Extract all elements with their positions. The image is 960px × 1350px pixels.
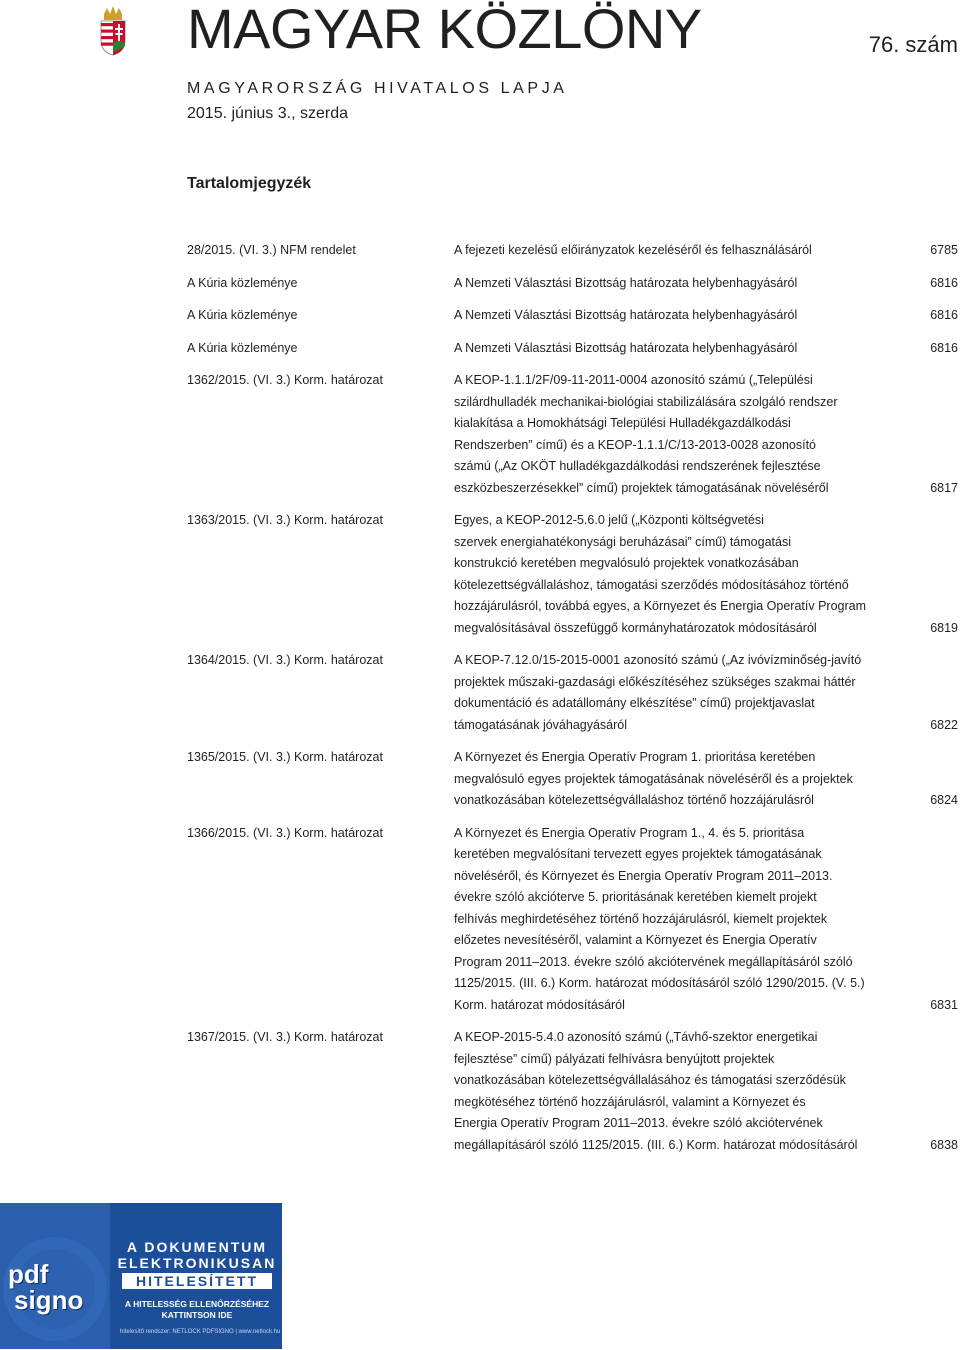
toc-entry-title-line: számú („Az OKÖT hulladékgazdálkodási rendszerének fejlesztése: [454, 459, 821, 473]
toc-entry-title-line: megvalósításával összefüggő kormányhatározatok módosításáról: [454, 620, 817, 635]
toc-entry-title-line: vonatkozásában kötelezettségvállaláshoz történő hozzájárulásról: [454, 793, 814, 807]
toc-entry-title-line: A Nemzeti Választási Bizottság határozata helybenhagyásáról: [454, 275, 798, 290]
toc-entry-title-line: Program 2011–2013. évekre szóló akciótervének megállapításáról szóló: [454, 954, 853, 969]
publication-date: 2015. június 3., szerda: [187, 105, 348, 122]
signature-badge[interactable]: [0, 1203, 282, 1349]
table-of-contents: [187, 240, 960, 1167]
issue-number: 76. szám: [868, 32, 958, 57]
toc-entry-title-line: dokumentáció és adatállomány elkészítése” című) projektjavaslat: [454, 696, 815, 710]
toc-entry-title-line: eszközbeszerzésekkel” című) projektek támogatásának növeléséről: [454, 480, 829, 495]
badge-line1: A DOKUMENTUM: [126, 1239, 268, 1255]
toc-entry-title-line: szervek energiahatékonysági beruházásai” című) támogatási: [454, 534, 791, 549]
toc-entry-title-line: projektek műszaki-gazdasági előkészítéséhez szükséges szakmai háttér: [454, 674, 856, 689]
toc-entry-title: [454, 747, 874, 812]
toc-entry-identifier: 28/2015. (VI. 3.) NFM rendelet: [187, 243, 356, 257]
toc-heading: Tartalomjegyzék: [187, 175, 312, 192]
toc-entry-title: [454, 338, 874, 360]
toc-entry-page-number: 6822: [930, 717, 958, 732]
toc-entry-title-line: A Környezet és Energia Operatív Program 1. prioritása keretében: [454, 750, 816, 764]
badge-line3: HITELESÍTETT: [122, 1273, 272, 1289]
toc-entry-title: [454, 823, 874, 1017]
toc-entry-title-line: konstrukció keretében megvalósuló projektek vonatkozásában: [454, 556, 799, 570]
toc-entry[interactable]: [187, 240, 960, 262]
toc-entry-title-line: A KEOP-7.12.0/15-2015-0001 azonosító számú („Az ivóvízminőség-javító: [454, 653, 862, 667]
toc-entry-page-number: 6816: [930, 275, 958, 290]
toc-entry-title: [454, 273, 874, 295]
toc-entry-page-number: 6785: [930, 243, 958, 257]
toc-entry-identifier: A Kúria közleménye: [187, 340, 298, 355]
toc-entry-title-line: Korm. határozat módosításáról: [454, 997, 625, 1012]
toc-entry-title-line: megvalósuló egyes projektek támogatásának növeléséről és a projektek: [454, 771, 853, 786]
toc-entry-title-line: A Környezet és Energia Operatív Program 1., 4. és 5. prioritása: [454, 825, 805, 840]
toc-entry-title-line: A fejezeti kezelésű előirányzatok kezeléséről és felhasználásáról: [454, 243, 812, 257]
toc-entry-title-line: növeléséről, és Környezet és Energia Operatív Program 2011–2013.: [454, 868, 833, 883]
toc-entry-title: [454, 650, 874, 736]
toc-entry-title-line: megkötéséhez történő hozzájárulásról, valamint a Környezet és: [454, 1094, 806, 1109]
toc-entry-page-number: 6831: [930, 997, 958, 1012]
logo-line2: signo: [14, 1285, 84, 1315]
toc-entry[interactable]: [187, 823, 960, 1017]
badge-text: [114, 1239, 280, 1321]
toc-entry-identifier: 1362/2015. (VI. 3.) Korm. határozat: [187, 373, 383, 387]
toc-entry-title-line: A Nemzeti Választási Bizottság határozata helybenhagyásáról: [454, 340, 798, 355]
toc-entry-page-number: 6816: [930, 340, 958, 355]
toc-entry-title-line: A KEOP-1.1.1/2F/09-11-2011-0004 azonosító számú („Települési: [454, 373, 813, 387]
toc-entry-title-line: Rendszerben” című) és a KEOP-1.1.1/C/13-2013-0028 azonosító: [454, 437, 817, 452]
logo-line1: pdf: [8, 1259, 49, 1289]
toc-entry-identifier: A Kúria közleménye: [187, 308, 298, 322]
toc-entry-title-line: előzetes nevesítéséről, valamint a Környezet és Energia Operatív: [454, 933, 817, 947]
toc-entry-page-number: 6816: [930, 308, 958, 322]
toc-entry-title-line: A Nemzeti Választási Bizottság határozata helybenhagyásáról: [454, 308, 798, 322]
toc-entry-title-line: Energia Operatív Program 2011–2013. évekre szóló akciótervének: [454, 1116, 823, 1130]
toc-entry-title-line: A KEOP-2015-5.4.0 azonosító számú („Távhő-szektor energetikai: [454, 1030, 818, 1044]
toc-entry[interactable]: [187, 338, 960, 360]
toc-entry[interactable]: [187, 273, 960, 295]
badge-logo-panel: [0, 1203, 110, 1349]
toc-entry-title-line: keretében megvalósítani tervezett egyes projektek támogatásának: [454, 847, 822, 861]
toc-entry[interactable]: [187, 1027, 960, 1156]
toc-entry-title-line: megállapításáról szóló 1125/2015. (III. 6.) Korm. határozat módosításáról: [454, 1137, 858, 1152]
toc-entry-title: [454, 305, 874, 327]
toc-entry-identifier: 1363/2015. (VI. 3.) Korm. határozat: [187, 513, 383, 527]
toc-entry-identifier: 1365/2015. (VI. 3.) Korm. határozat: [187, 750, 383, 764]
toc-entry-title-line: évekre szóló akcióterve 5. prioritásának keretében kiemelt projekt: [454, 890, 817, 904]
toc-entry-identifier: A Kúria közleménye: [187, 275, 298, 290]
verify-link[interactable]: A HITELESSÉG ELLENŐRZÉSÉHEZ KATTINTSON IDE: [124, 1299, 270, 1320]
toc-entry-title-line: 1125/2015. (III. 6.) Korm. határozat módosításáról szóló 1290/2015. (V. 5.): [454, 976, 865, 990]
toc-entry-identifier: 1366/2015. (VI. 3.) Korm. határozat: [187, 825, 383, 840]
toc-entry-title-line: hozzájárulásról, továbbá egyes, a Környezet és Energia Operatív Program: [454, 599, 867, 613]
publication-title: MAGYAR KÖZLÖNY: [187, 0, 702, 60]
badge-line2: ELEKTRONIKUSAN: [117, 1255, 277, 1271]
toc-entry-title-line: kötelezettségvállaláshoz, támogatási szerződés módosításához történő: [454, 577, 849, 592]
toc-entry-title: [454, 1027, 874, 1156]
toc-entry-title-line: kialakítása a Homokhátsági Települési Hulladékgazdálkodási: [454, 416, 791, 430]
toc-entry-page-number: 6817: [930, 480, 958, 495]
toc-entry-title-line: támogatásának jóváhagyásáról: [454, 717, 628, 732]
toc-entry[interactable]: [187, 510, 960, 639]
toc-entry-page-number: 6819: [930, 620, 958, 635]
toc-entry-page-number: 6824: [930, 793, 958, 807]
toc-entry-title-line: fejlesztése” című) pályázati felhívásra benyújtott projektek: [454, 1051, 775, 1066]
toc-entry-title-line: vonatkozásában kötelezettségvállalásához és támogatási szerződésük: [454, 1073, 846, 1087]
publication-subtitle: MAGYARORSZÁG HIVATALOS LAPJA: [187, 80, 568, 97]
toc-entry-title-line: felhívás meghirdetéséhez történő hozzájárulásról, kiemelt projektek: [454, 911, 828, 926]
toc-entry[interactable]: [187, 370, 960, 499]
toc-entry-title-line: szilárdhulladék mechanikai-biológiai stabilizálására szolgáló rendszer: [454, 394, 838, 409]
coat-of-arms-icon: [98, 6, 128, 56]
toc-entry-title: [454, 370, 874, 499]
toc-entry-identifier: 1364/2015. (VI. 3.) Korm. határozat: [187, 653, 383, 667]
toc-entry-title-line: Egyes, a KEOP-2012-5.6.0 jelű („Központi költségvetési: [454, 513, 764, 527]
toc-entry-page-number: 6838: [930, 1137, 958, 1152]
toc-entry-identifier: 1367/2015. (VI. 3.) Korm. határozat: [187, 1030, 383, 1044]
toc-entry[interactable]: [187, 650, 960, 736]
toc-entry-title: [454, 240, 874, 262]
pdfsigno-logo: [8, 1261, 83, 1313]
toc-entry[interactable]: [187, 305, 960, 327]
toc-entry[interactable]: [187, 747, 960, 812]
toc-entry-title: [454, 510, 874, 639]
badge-footer: hitelesítő rendszer: NETLOCK PDFSIGNO | www.netlock.hu: [120, 1329, 281, 1335]
